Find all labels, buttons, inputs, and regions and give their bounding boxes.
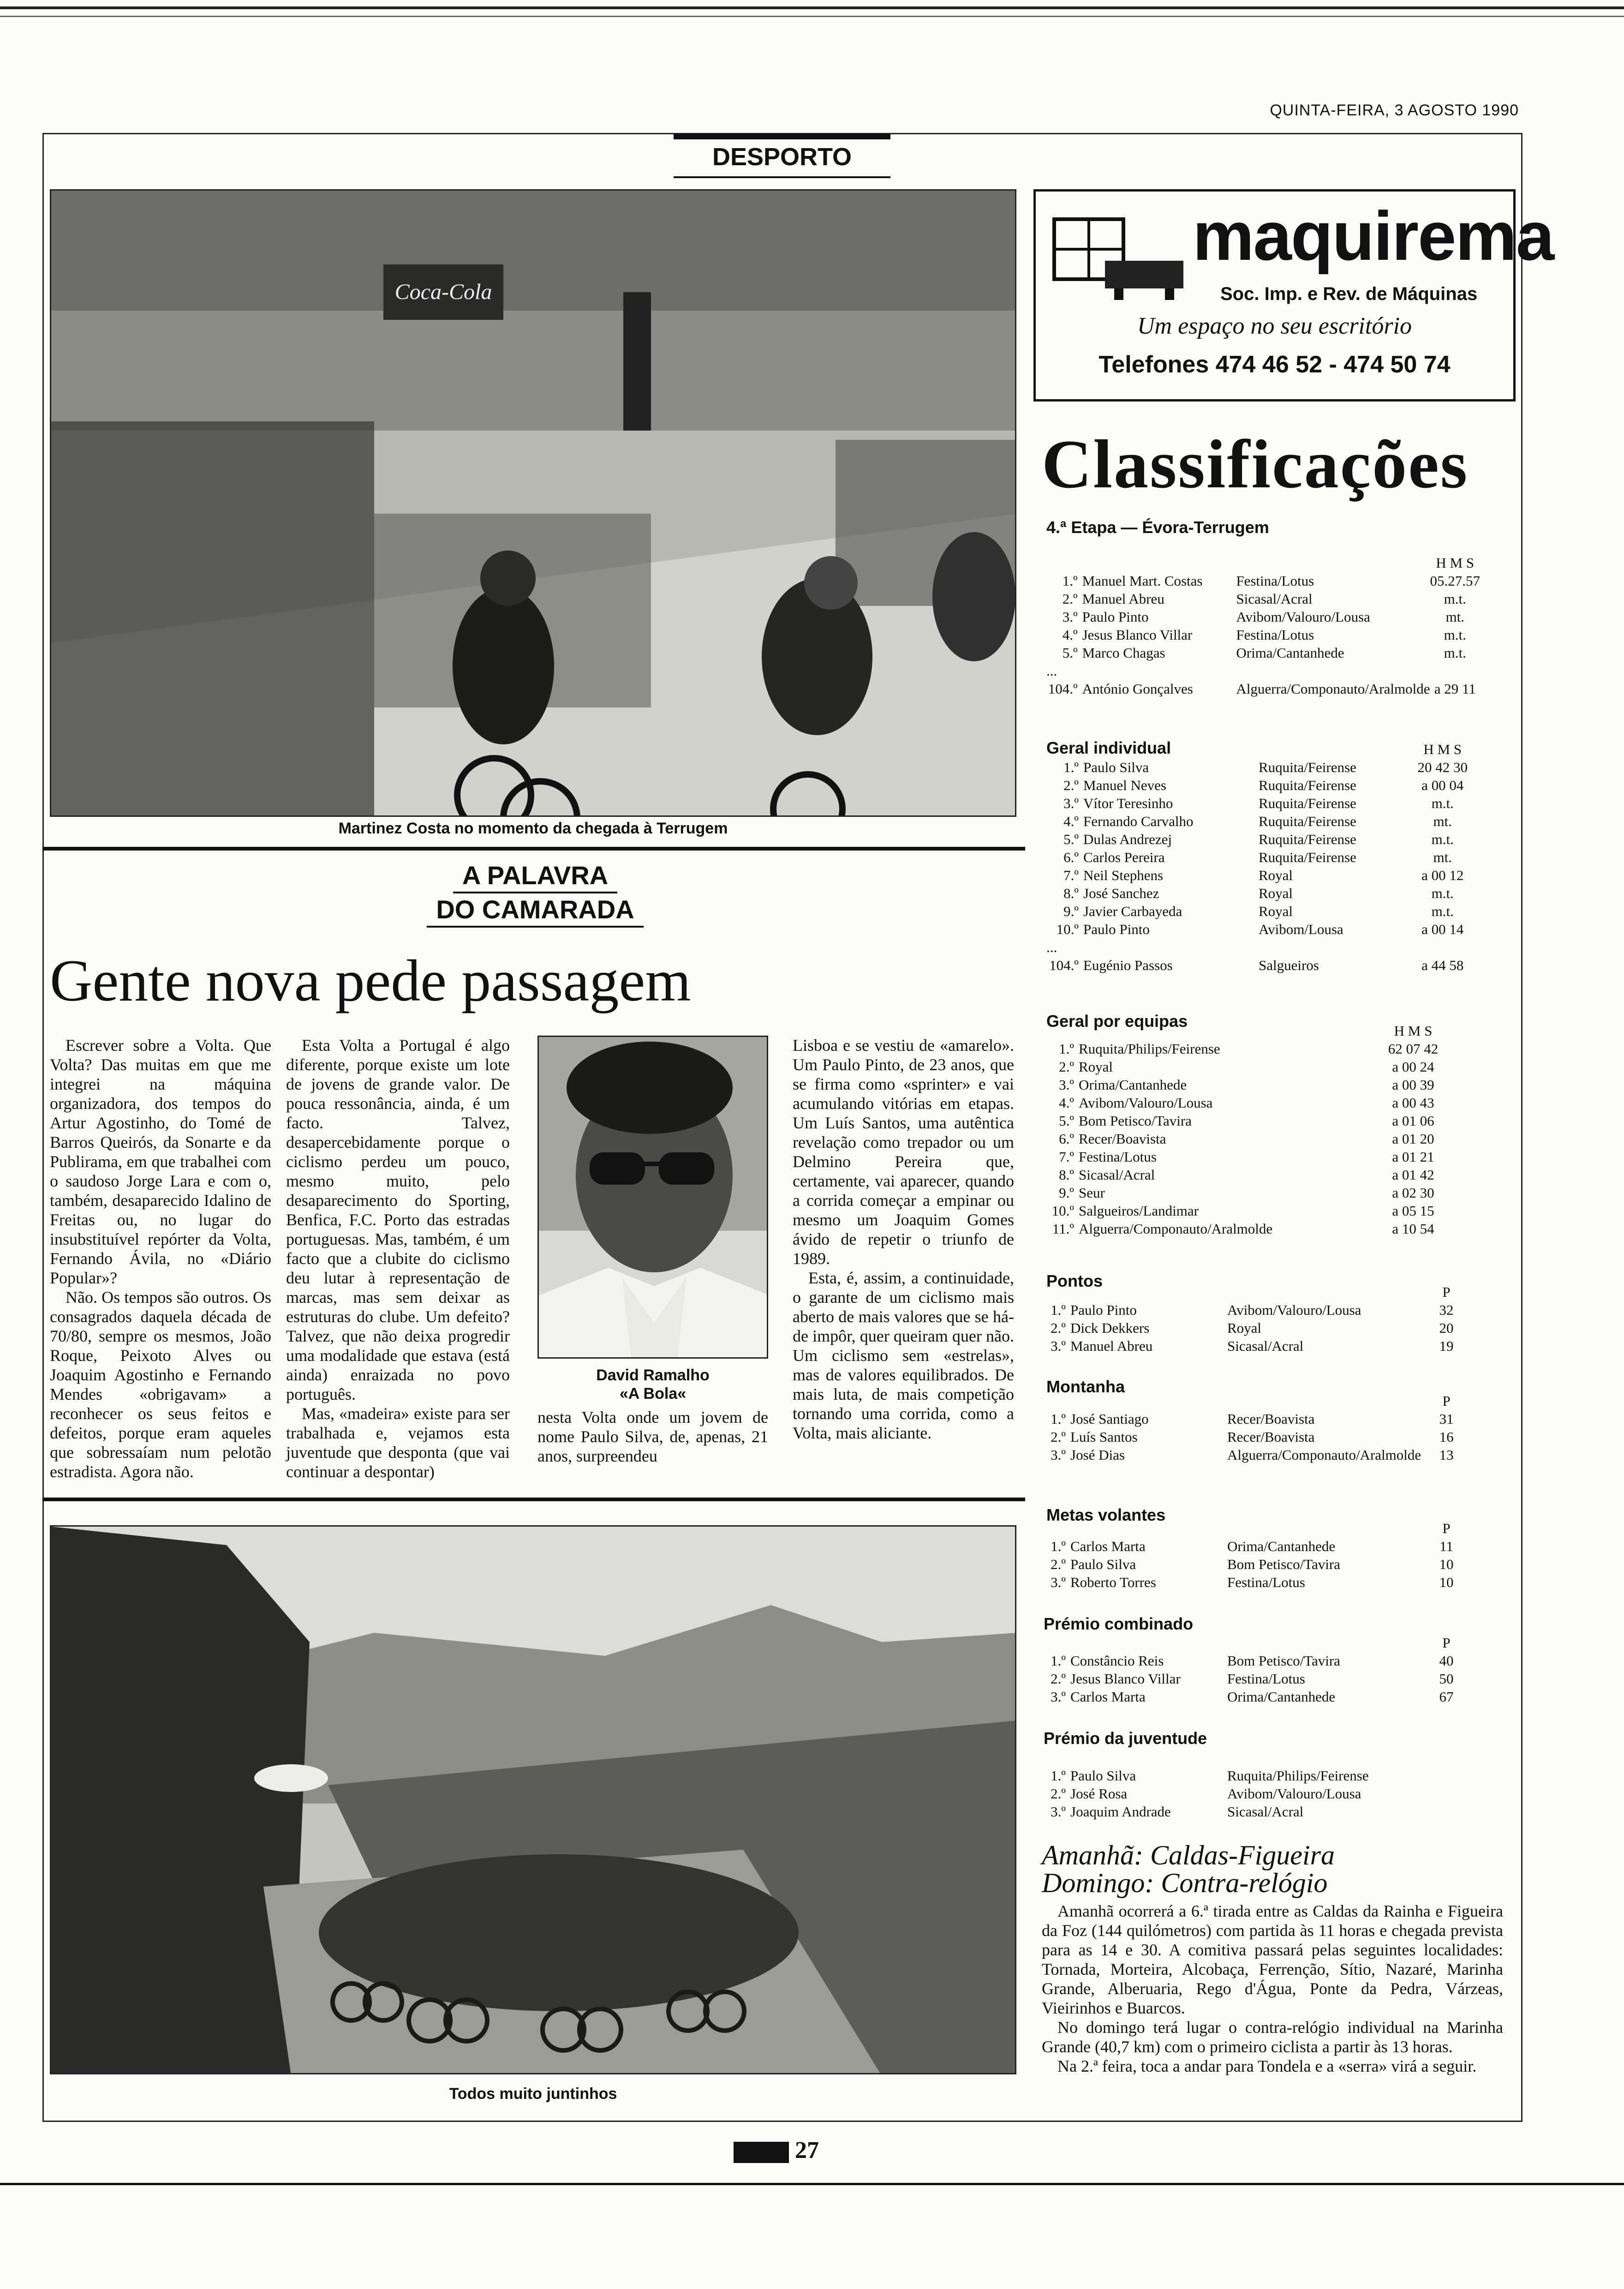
table-row: 4.º Jesus Blanco Villar Festina/Lotus m.t. [1062,627,1466,643]
table-row: 3.º Orima/Cantanhede a 00 39 [1059,1077,1434,1093]
table-row: 4.º Fernando Carvalho Ruquita/Feirense mt. [1063,813,1452,829]
issue-date: QUINTA-FEIRA, 3 AGOSTO 1990 [1270,102,1519,119]
col1-para-1: Escrever sobre a Volta. Que Volta? Das muitas em que me integrei na máquina organizadora, dos tempos do Artur Agostinho, do Tomé de Barros Queirós, da Sonarte e da Publirama, em que trabalhei com o saudoso Jorge Lara e com o, também, desaparecido Idalino de Freitas ou, no lugar do insubstituível repórter da Volta, Fernando Ávila, no «Diário Popular»? [50,1036,271,1287]
combinado-title: Prémio combinado [1044,1614,1194,1633]
col2-para-1: Esta Volta a Portugal é algo diferente, porque existe um lote de jovens de grande valor. De pouca ressonância, ainda, é um facto. Talvez, desapercebidamente porque o ciclismo perdeu um pouco, mesmo muito, pelo desaparecimento do Sporting, Benfica, F.C. Porto das estradas portuguesas. Mas, também, é um facto que a clubite do ciclismo deu lutar à representação de marcas, mas sem deixar as estruturas do clube. Um defeito? Talvez, que não deixa progredir uma modalidade que estava (está ainda) enraizada no povo português. [286,1036,510,1403]
preview-title-2: Domingo: Contra-relógio [1042,1868,1328,1898]
col4-para-2: Esta, é, assim, a continuidade, o garante de um ciclismo mais aberto de mais valores que se há-de impôr, quer queiram quer não. Um ciclismo sem «estrelas», mas de valores equilibrados. De mais luta, de mais competição tornando uma corrida, como a Volta, mais aliciante. [793,1269,1014,1442]
maquirema-ad [1033,189,1554,401]
top-rule [0,6,1624,9]
combinado-head: P [1442,1635,1451,1651]
stage-results [1046,554,1480,698]
peloton-photo [50,1525,1016,2074]
table-row: 2.º Manuel Abreu Sicasal/Acral m.t. [1062,591,1466,607]
stage-head: H M S [1436,555,1475,571]
story-rule-top [42,847,1025,851]
preview-para-2: No domingo terá lugar o contra-relógio individual na Marinha Grande (40,7 km) com o primeiro ciclista a partir às 13 horas. [1042,2018,1503,2056]
table-row: 3.º Roberto Torres Festina/Lotus 10 [1051,1574,1454,1590]
table-row: 3.º Paulo Pinto Avibom/Valouro/Lousa mt. [1062,609,1464,625]
montanha-table [1038,1392,1472,1464]
table-row: 9.º Seur a 02 30 [1059,1185,1434,1201]
table-row: 4.º Avibom/Valouro/Lousa a 00 43 [1059,1095,1434,1111]
table-row: 3.º Vítor Teresinho Ruquita/Feirense m.t. [1063,795,1454,811]
desk-icon [1050,210,1188,302]
bottom-rule [0,2183,1624,2185]
table-row: 5.º Dulas Andrezej Ruquita/Feirense m.t. [1063,831,1454,847]
table-row: 104.º Eugénio Passos Salgueiros a 44 58 [1049,957,1464,973]
table-row: 1.º Constâncio Reis Bom Petisco/Tavira 40 [1051,1653,1454,1669]
pontos-title: Pontos [1046,1271,1103,1290]
table-row: 8.º Sicasal/Acral a 01 42 [1059,1167,1434,1183]
table-row: 1.º Manuel Mart. Costas Festina/Lotus 05.27.57 [1062,573,1480,589]
preview-para-1: Amanhã ocorrerá a 6.ª tirada entre as Caldas da Rainha e Figueira da Foz (144 quilómetros) com partida às 11 horas e chegada prevista para as 14 e 30. A comitiva passará pelas seguintes localidades: Tornada, Morteira, Alcobaça, Ferrenção, Sítio, Nazaré, Marinha Grande, Alberuaria, Rego d'Água, Ponte da Pedra, Várzeas, Vieirinhos e Buarcos. [1042,1902,1503,2017]
montanha-title: Montanha [1046,1377,1125,1396]
section-title: DESPORTO [674,134,890,178]
coca-cola-banner: Coca-Cola [394,280,492,304]
table-row: 11.º Alguerra/Componauto/Aralmolde a 10 54 [1052,1221,1434,1237]
column-text-1 [50,1036,271,1481]
peloton-photo-art [51,1527,1016,2074]
table-row: 6.º Recer/Boavista a 01 20 [1059,1131,1434,1147]
column-text-4 [793,1036,1014,1443]
newspaper-logo-icon [734,2142,789,2163]
table-row: 10.º Paulo Pinto Avibom/Lousa a 00 14 [1056,921,1464,937]
table-row: 5.º Marco Chagas Orima/Cantanhede m.t. [1062,645,1466,661]
finish-photo [50,189,1016,817]
ad-subtitle: Soc. Imp. e Rev. de Máquinas [1220,284,1478,304]
juventude-table [1038,1767,1472,1821]
column-kicker [415,859,655,928]
stage-ellipsis: ... [1046,663,1057,679]
table-row: 7.º Neil Stephens Royal a 00 12 [1063,867,1464,883]
table-row: 3.º José Dias Alguerra/Componauto/Aralmolde 13 [1051,1447,1454,1463]
peloton-photo-caption: Todos muito juntinhos [449,2085,617,2103]
table-row: 2.º Manuel Neves Ruquita/Feirense a 00 04 [1063,777,1464,793]
table-row: 2.º Dick Dekkers Royal 20 [1051,1320,1454,1336]
table-row: 9.º Javier Carbayeda Royal m.t. [1063,903,1454,919]
table-row: 2.º Royal a 00 24 [1059,1059,1434,1075]
portrait-caption-source: «A Bola« [619,1385,687,1402]
metas-table [1038,1519,1472,1591]
combinado-table [1038,1634,1472,1706]
geral-equipas-title: Geral por equipas [1046,1012,1188,1031]
portrait-caption-name: David Ramalho [596,1366,710,1384]
table-row: 1.º Carlos Marta Orima/Cantanhede 11 [1051,1538,1453,1554]
table-row: 1.º Paulo Pinto Avibom/Valouro/Lousa 32 [1051,1302,1454,1318]
ge-head: H M S [1394,1023,1433,1039]
gi-head: H M S [1423,741,1462,757]
table-row: 1.º José Santiago Recer/Boavista 31 [1051,1411,1454,1427]
table-row: 1.º Ruquita/Philips/Feirense 62 07 42 [1059,1041,1439,1057]
preview-text [1042,1901,1503,2076]
portrait-art [539,1037,768,1359]
gi-ellipsis: ... [1046,939,1057,955]
table-row: 3.º Joaquim Andrade Sicasal/Acral [1051,1804,1304,1820]
montanha-head: P [1442,1393,1451,1409]
geral-equipas-table [1046,1022,1462,1238]
kicker-line-2: DO CAMARADA [427,893,643,928]
finish-photo-art [51,191,1016,817]
table-row: 3.º Manuel Abreu Sicasal/Acral 19 [1051,1338,1454,1354]
table-row: 3.º Carlos Marta Orima/Cantanhede 67 [1051,1689,1454,1705]
metas-title: Metas volantes [1046,1505,1166,1524]
table-row: 1.º Paulo Silva Ruquita/Philips/Feirense [1051,1768,1369,1784]
stage-title: 4.ª Etapa — Évora-Terrugem [1046,518,1269,537]
pontos-table [1038,1283,1472,1355]
table-row: 8.º José Sanchez Royal m.t. [1063,885,1454,901]
story-rule-bottom [42,1498,1025,1501]
page-number: 27 [795,2137,819,2163]
finish-photo-caption: Martinez Costa no momento da chegada à Terrugem [338,820,728,837]
column-text-3 [537,1408,768,1466]
col1-para-2: Não. Os tempos são outros. Os consagrados daquela década de 70/80, sempre os mesmos, João Roque, Peixoto Alves ou Joaquim Agostinho e Fernando Mendes «obrigavam» a reconhecer os seus feitos e defeitos, porque eram aqueles que sobressaíam num pelotão estradista. Agora não. [50,1288,271,1481]
juventude-title: Prémio da juventude [1044,1729,1207,1748]
table-row: 7.º Festina/Lotus a 01 21 [1059,1149,1434,1165]
ad-phones: Telefones 474 46 52 - 474 50 74 [1099,351,1451,378]
kicker-line-1: A PALAVRA [453,859,617,893]
portrait-photo [537,1036,768,1359]
column-text-2 [286,1036,510,1481]
preview-title-1: Amanhã: Caldas-Figueira [1042,1840,1335,1870]
table-row: 2.º Luís Santos Recer/Boavista 16 [1051,1429,1454,1445]
top-rule-thin [0,16,1624,17]
table-row: 1.º Paulo Silva Ruquita/Feirense 20 42 30 [1063,759,1468,775]
table-row: 10.º Salgueiros/Landimar a 05 15 [1051,1203,1434,1219]
preview-para-3: Na 2.ª feira, toca a andar para Tondela e a «serra» virá a seguir. [1057,2057,1477,2075]
pontos-head: P [1442,1284,1451,1300]
headline: Gente nova pede passagem [50,948,691,1013]
portrait-caption [537,1366,768,1403]
geral-individual-table [1046,740,1480,974]
classifications-title: Classificações [1042,426,1469,503]
col2-para-2: Mas, «madeira» existe para ser trabalhada e, vejamos esta juventude que desponta (que vai continuar a despontar) [286,1404,510,1481]
table-row: 2.º Paulo Silva Bom Petisco/Tavira 10 [1051,1556,1454,1572]
col4-para-1: Lisboa e se vestiu de «amarelo». Um Paulo Pinto, de 23 anos, que se firma como «sprinter» e vai acumulando vitórias em etapas. Um Luís Santos, uma autêntica revelação como trepador ou um Delmino Pereira que, certamente, vai aparecer, quando a corrida começar a empinar ou mesmo um Joaquim Gomes ávido de repetir o triunfo de 1989. [793,1036,1014,1268]
preview-titles [1042,1841,1503,1897]
table-row: 6.º Carlos Pereira Ruquita/Feirense mt. [1063,849,1452,865]
table-row: 5.º Bom Petisco/Tavira a 01 06 [1059,1113,1434,1129]
geral-individual-title: Geral individual [1046,738,1171,757]
page-footer [734,2137,819,2164]
metas-head: P [1442,1520,1451,1536]
ad-slogan: Um espaço no seu escritório [1137,313,1412,339]
ad-brand: maquirema [1193,197,1554,275]
table-row: 2.º José Rosa Avibom/Valouro/Lousa [1051,1786,1361,1802]
table-row: 104.º António Gonçalves Alguerra/Componauto/Aralmolde a 29 11 [1048,681,1476,697]
col3-para-1: nesta Volta onde um jovem de nome Paulo Silva, de, apenas, 21 anos, surpreendeu [537,1408,768,1465]
table-row: 2.º Jesus Blanco Villar Festina/Lotus 50 [1051,1671,1454,1687]
